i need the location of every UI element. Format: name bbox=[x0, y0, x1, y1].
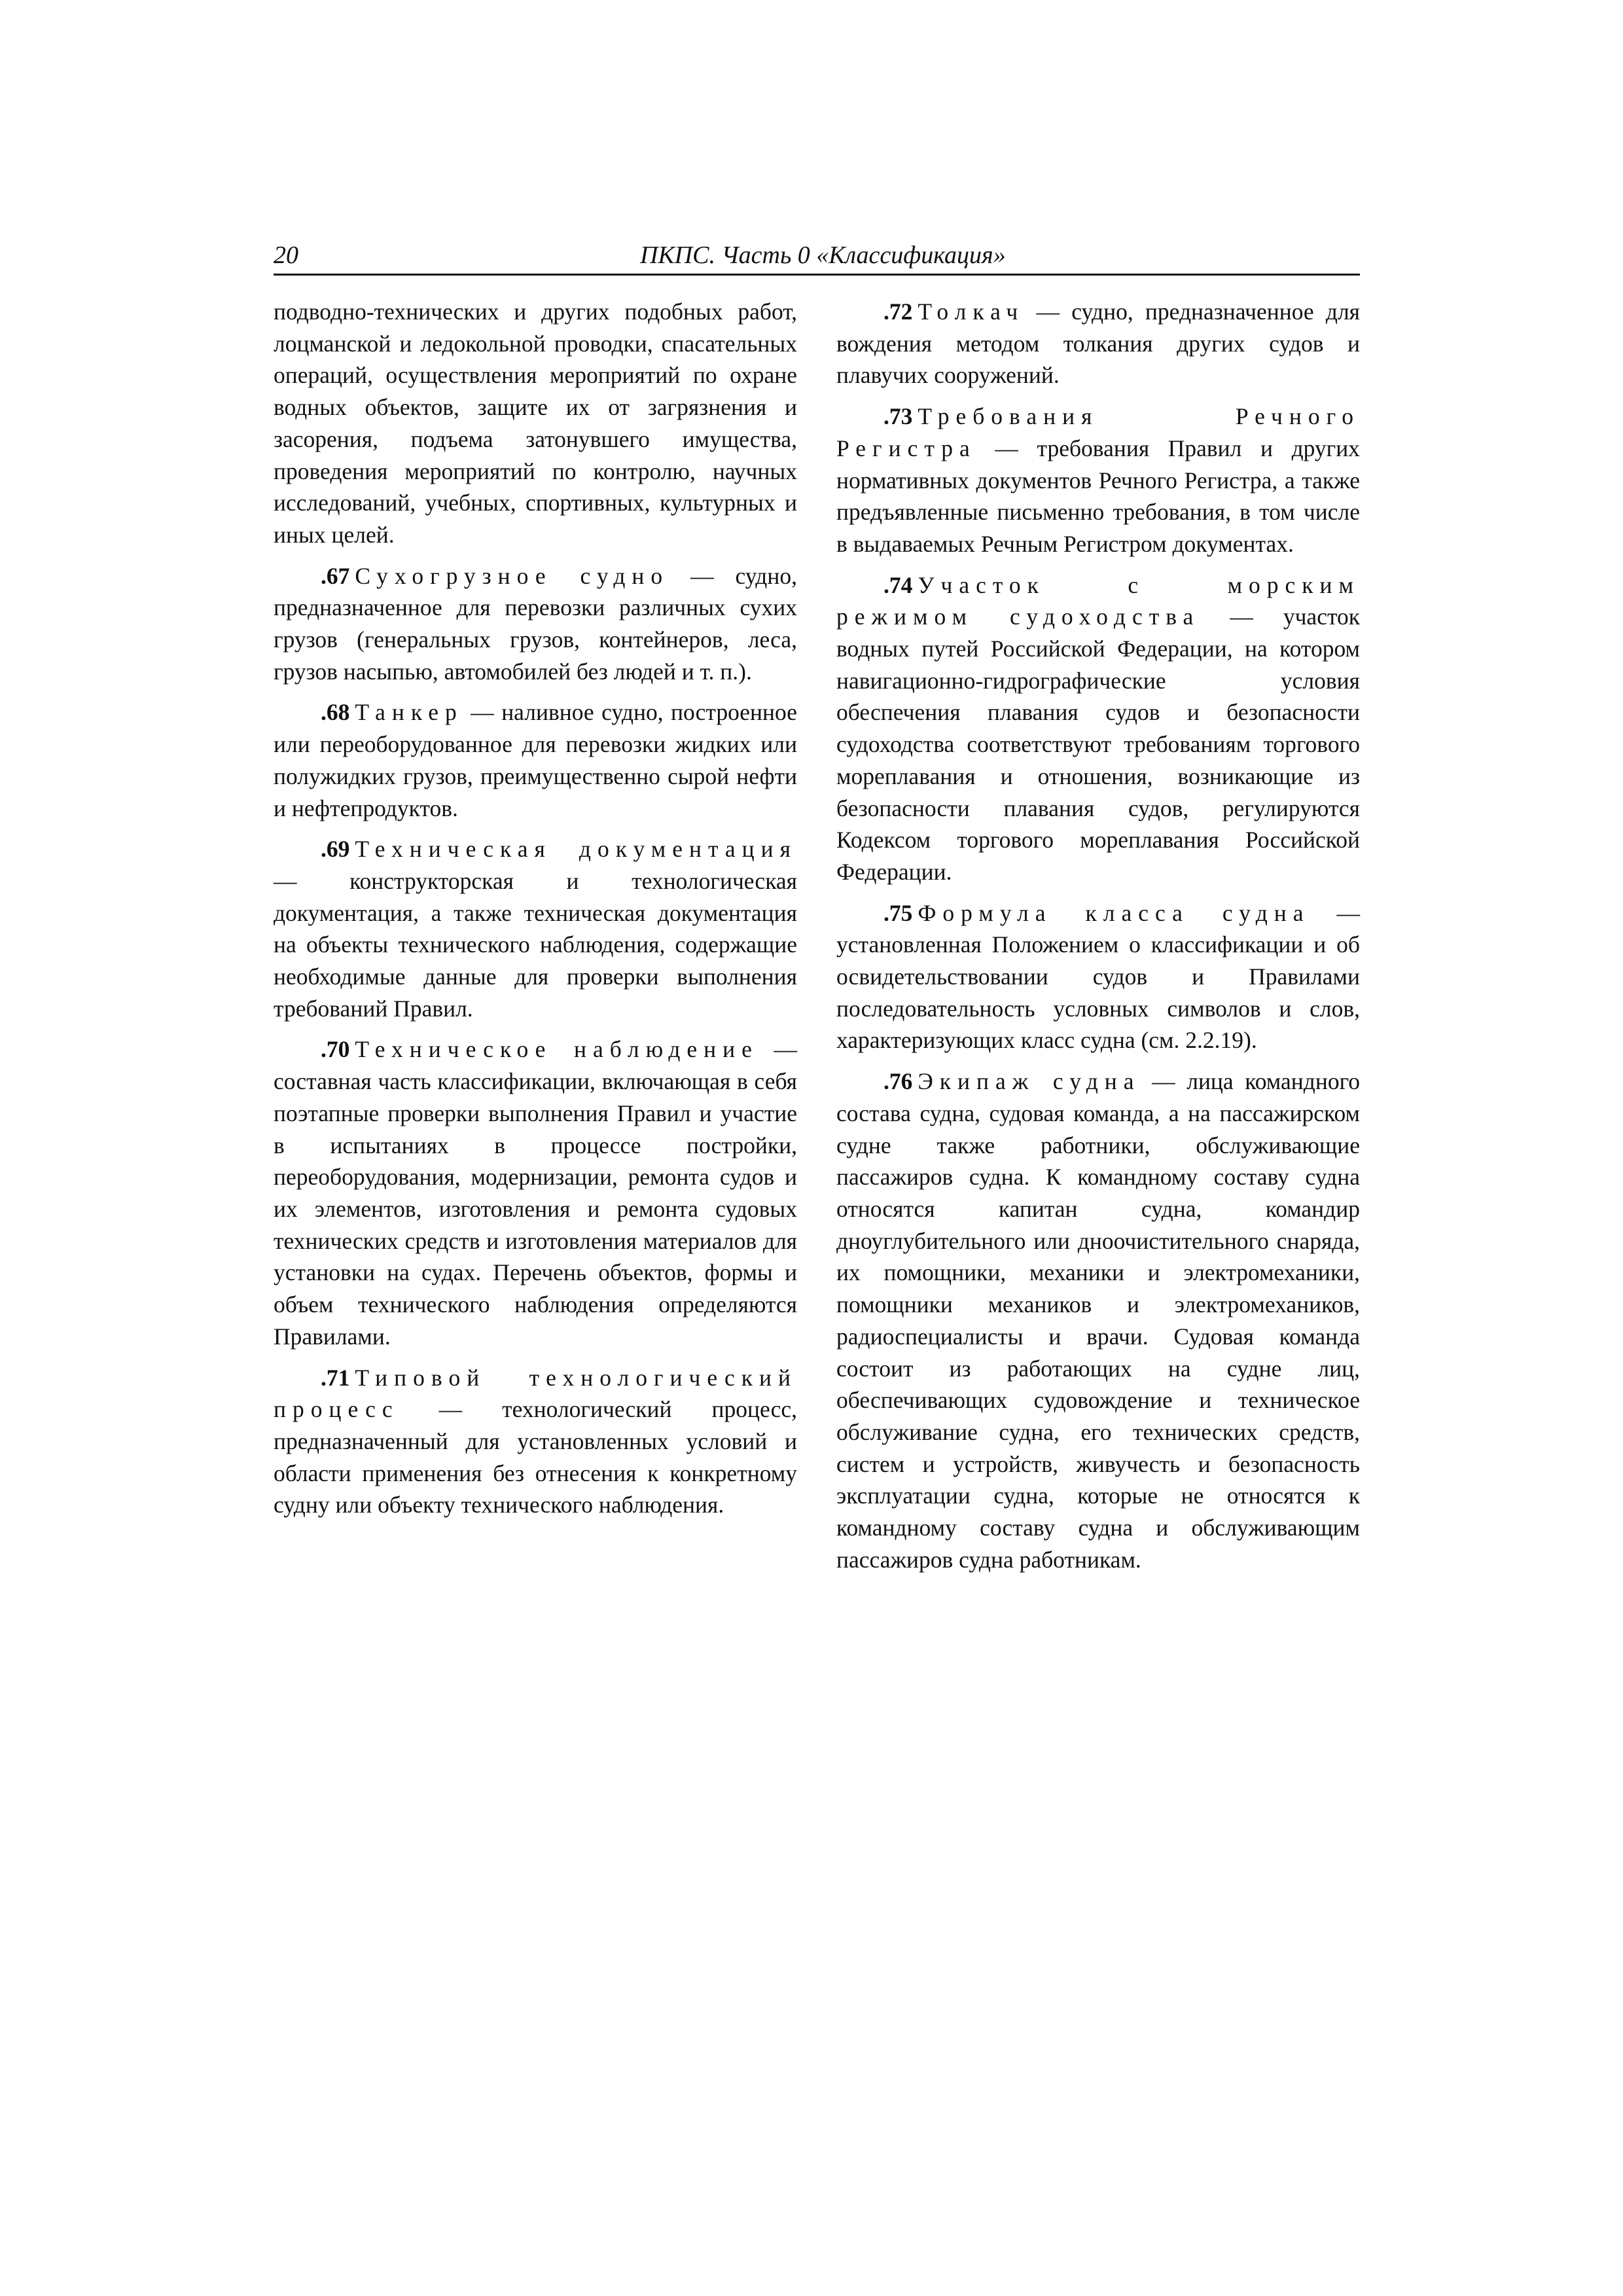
term-entry-68 bbox=[274, 696, 797, 824]
entry-term: Техническое наблюдение bbox=[355, 1036, 758, 1063]
entry-definition: — составная часть классификации, включающая в себя поэтапные проверки выполнения Правил и участие в испытаниях в процессе постройки, переоборудования, модернизации, ремонта судов и их элементов, изготовления и ремонта судовых технических средств и изготовления материалов для установки на судах. Перечень объектов, формы и объем технического наблюдения определяются Правилами. bbox=[274, 1036, 797, 1350]
entry-number: .67 bbox=[321, 562, 350, 589]
entry-definition: — наливное судно, построенное или переоборудованное для перевозки жидких или полужидких грузов, преимущественно сырой нефти и нефтепродуктов. bbox=[274, 699, 797, 821]
term-entry-72 bbox=[836, 296, 1360, 391]
entry-term: Танкер bbox=[355, 699, 463, 726]
entry-term: Требования Речного Регистра bbox=[836, 403, 1360, 461]
left-column bbox=[274, 296, 797, 1530]
entry-definition: — лица командного состава судна, судовая команда, а на пассажирском судне также работники, обслуживающие пассажиров судна. К командному составу судна относятся капитан судна, командир дноуглубительного или дноочистительного снаряда, их помощники, механики и электромеханики, помощники механиков и электромехаников, радиоспециалисты и врачи. Судовая команда состоит из работающих на судне лиц, обеспечивающих судовождение и техническое обслуживание судна, его технических средств, систем и устройств, живучесть и безопасность эксплуатации судна, которые не относятся к командному составу судна и обслуживающим пассажиров судна работникам. bbox=[836, 1068, 1361, 1573]
entry-term: Участок с морским режимом судоходства bbox=[836, 571, 1360, 630]
entry-number: .69 bbox=[321, 836, 350, 863]
entry-number: .70 bbox=[321, 1036, 350, 1063]
entry-number: .75 bbox=[883, 899, 913, 926]
running-title: ПКПС. Часть 0 «Классификация» bbox=[640, 242, 1006, 269]
entry-definition: — конструкторская и технологическая документация, а также техническая документация на объекты технического наблюдения, содержащие необходимые данные для проверки выполнения требований Правил. bbox=[274, 867, 797, 1022]
entry-term: Толкач bbox=[918, 298, 1025, 325]
entry-definition: — судно, предназначенное для перевозки различных сухих грузов (генеральных грузов, контейнеров, леса, грузов насыпью, автомобилей без людей и т. п.). bbox=[274, 562, 797, 685]
entry-term: Экипаж судна bbox=[918, 1068, 1141, 1095]
entry-definition: — требования Правил и других нормативных документов Речного Регистра, а также предъявленные письменно требования, в том числе в выдаваемых Речным Регистром документах. bbox=[836, 435, 1360, 557]
entry-number: .74 bbox=[883, 571, 913, 598]
term-entry-67 bbox=[274, 560, 797, 688]
term-entry-76 bbox=[836, 1066, 1360, 1575]
right-column bbox=[836, 296, 1360, 1585]
term-entry-71 bbox=[274, 1362, 797, 1522]
page-number: 20 bbox=[274, 242, 298, 269]
term-entry-75 bbox=[836, 897, 1360, 1057]
continued-paragraph: подводно-технических и других подобных работ, лоцманской и ледокольной проводки, спасательных операций, осуществления мероприятий по охране водных объектов, защите их от загрязнения и засорения, подъема затонувшего имущества, проведения мероприятий по контролю, научных исследований, учебных, спортивных, культурных и иных целей. bbox=[274, 298, 797, 548]
entry-number: .71 bbox=[321, 1364, 350, 1391]
entry-number: .72 bbox=[883, 298, 913, 325]
entry-definition: — технологический процесс, предназначенный для установленных условий и области применения без отнесения к конкретному судну или объекту технического наблюдения. bbox=[274, 1396, 797, 1518]
entry-definition: — установленная Положением о классификации и об освидетельствовании судов и Правилами последовательность условных символов и слов, характеризующих класс судна (см. 2.2.19). bbox=[836, 899, 1360, 1054]
term-entry-74 bbox=[836, 569, 1360, 888]
entry-definition: — судно, предназначенное для вождения методом толкания других судов и плавучих сооружений. bbox=[836, 298, 1360, 389]
term-entry-70 bbox=[274, 1033, 797, 1352]
entry-term: Типовой технологический процесс bbox=[274, 1364, 797, 1423]
entry-term: Сухогрузное судно bbox=[355, 562, 669, 589]
entry-term: Техническая документация bbox=[355, 836, 797, 863]
entry-number: .73 bbox=[883, 403, 913, 430]
page-header bbox=[274, 236, 1360, 276]
term-entry-73 bbox=[836, 401, 1360, 560]
entry-term: Формула класса судна bbox=[918, 899, 1310, 926]
entry-definition: — участок водных путей Российской Федерации, на котором навигационно-гидрографические условия обеспечения плавания судов и безопасности судоходства соответствуют требованиям торгового мореплавания и отношения, возникающие из безопасности плавания судов, регулируются Кодексом торгового мореплавания Российской Федерации. bbox=[836, 603, 1360, 885]
entry-number: .68 bbox=[321, 699, 350, 726]
term-entry-69 bbox=[274, 833, 797, 1024]
entry-number: .76 bbox=[883, 1068, 913, 1095]
